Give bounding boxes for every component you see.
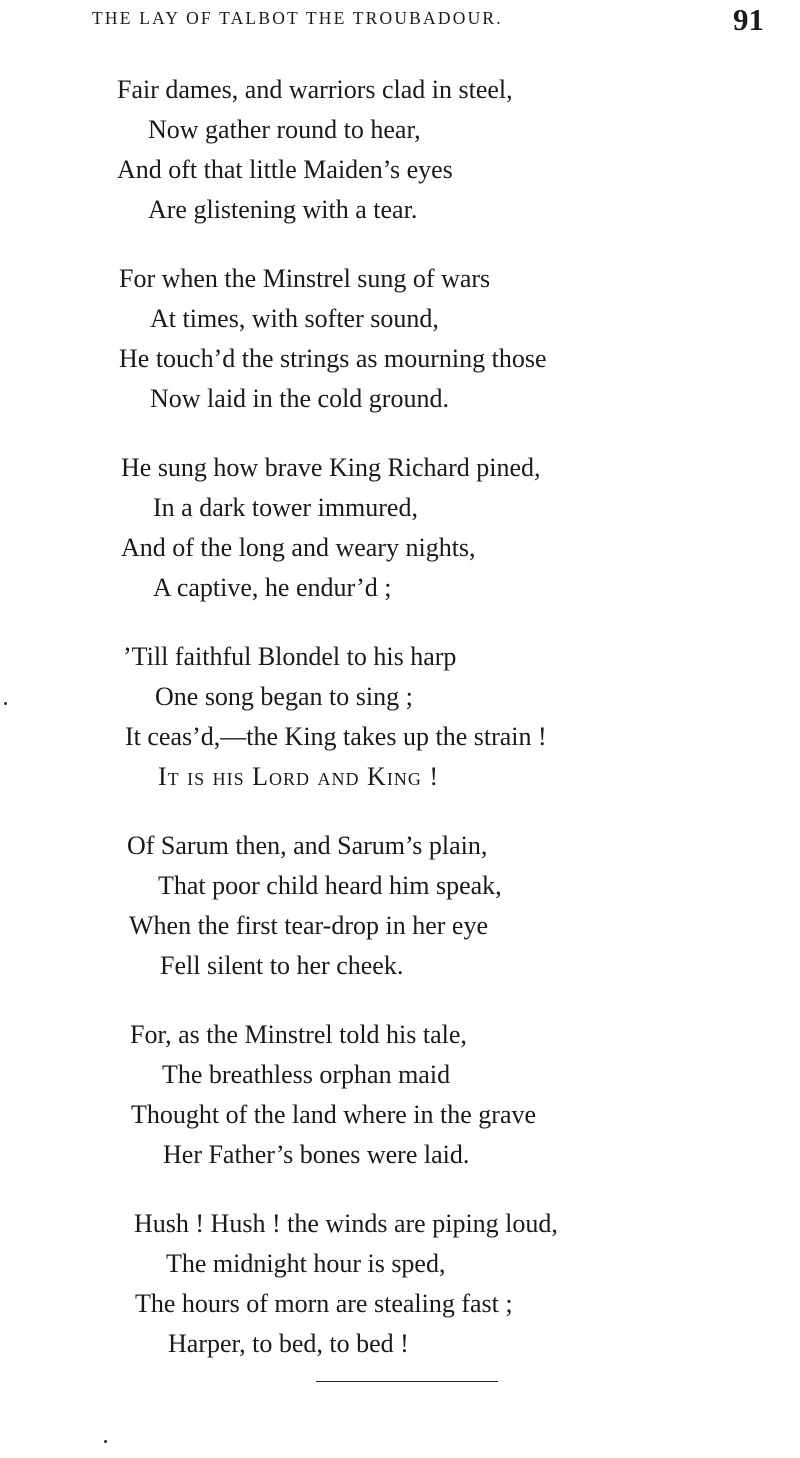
verse-line: For, as the Minstrel told his tale, bbox=[130, 1020, 467, 1049]
verse-line: Thought of the land where in the grave bbox=[131, 1100, 537, 1129]
verse-line: Fair dames, and warriors clad in steel, bbox=[117, 75, 513, 104]
verse-line: The midnight hour is sped, bbox=[166, 1249, 446, 1278]
verse-line: The hours of morn are stealing fast ; bbox=[135, 1289, 513, 1318]
running-title: THE LAY OF TALBOT THE TROUBADOUR. bbox=[92, 8, 503, 28]
verse-line: Harper, to bed, to bed ! bbox=[168, 1329, 409, 1358]
verse-line: Fell silent to her cheek. bbox=[160, 951, 404, 980]
verse-line: In a dark tower immured, bbox=[153, 493, 418, 522]
verse-line: Her Father’s bones were laid. bbox=[163, 1140, 470, 1169]
stanza-4 bbox=[0, 637, 800, 797]
verse-line: It ceas’d,—the King takes up the strain ! bbox=[125, 722, 547, 751]
page-number: 91 bbox=[733, 2, 764, 37]
verse-line: And of the long and weary nights, bbox=[121, 533, 476, 562]
verse-line: One song began to sing ; bbox=[155, 682, 413, 711]
verse-line: At times, with softer sound, bbox=[150, 304, 439, 333]
verse-line: When the first tear-drop in her eye bbox=[129, 911, 488, 940]
stanza-7 bbox=[0, 1204, 800, 1364]
verse-line: That poor child heard him speak, bbox=[158, 871, 502, 900]
margin-speck bbox=[4, 702, 7, 705]
stanza-6 bbox=[0, 1015, 800, 1175]
verse-line: It is his Lord and King ! bbox=[158, 762, 439, 791]
verse-line: Now laid in the cold ground. bbox=[150, 384, 449, 413]
verse-line: Now gather round to hear, bbox=[148, 115, 421, 144]
margin-speck bbox=[104, 1440, 107, 1443]
stanza-1 bbox=[0, 70, 800, 230]
closing-rule bbox=[316, 1381, 498, 1382]
stanza-3 bbox=[0, 448, 800, 608]
stanza-5 bbox=[0, 826, 800, 986]
poem bbox=[0, 70, 800, 1393]
verse-line: He sung how brave King Richard pined, bbox=[121, 453, 541, 482]
verse-line: A captive, he endur’d ; bbox=[153, 573, 392, 602]
verse-line: Of Sarum then, and Sarum’s plain, bbox=[127, 831, 488, 860]
verse-line: ’Till faithful Blondel to his harp bbox=[123, 642, 457, 671]
verse-line: And oft that little Maiden’s eyes bbox=[117, 155, 453, 184]
verse-line: The breathless orphan maid bbox=[162, 1060, 451, 1089]
verse-line: Are glistening with a tear. bbox=[148, 195, 418, 224]
verse-line: Hush ! Hush ! the winds are piping loud, bbox=[134, 1209, 558, 1238]
stanza-2 bbox=[0, 259, 800, 419]
verse-line: For when the Minstrel sung of wars bbox=[119, 264, 491, 293]
verse-line: He touch’d the strings as mourning those bbox=[119, 344, 547, 373]
